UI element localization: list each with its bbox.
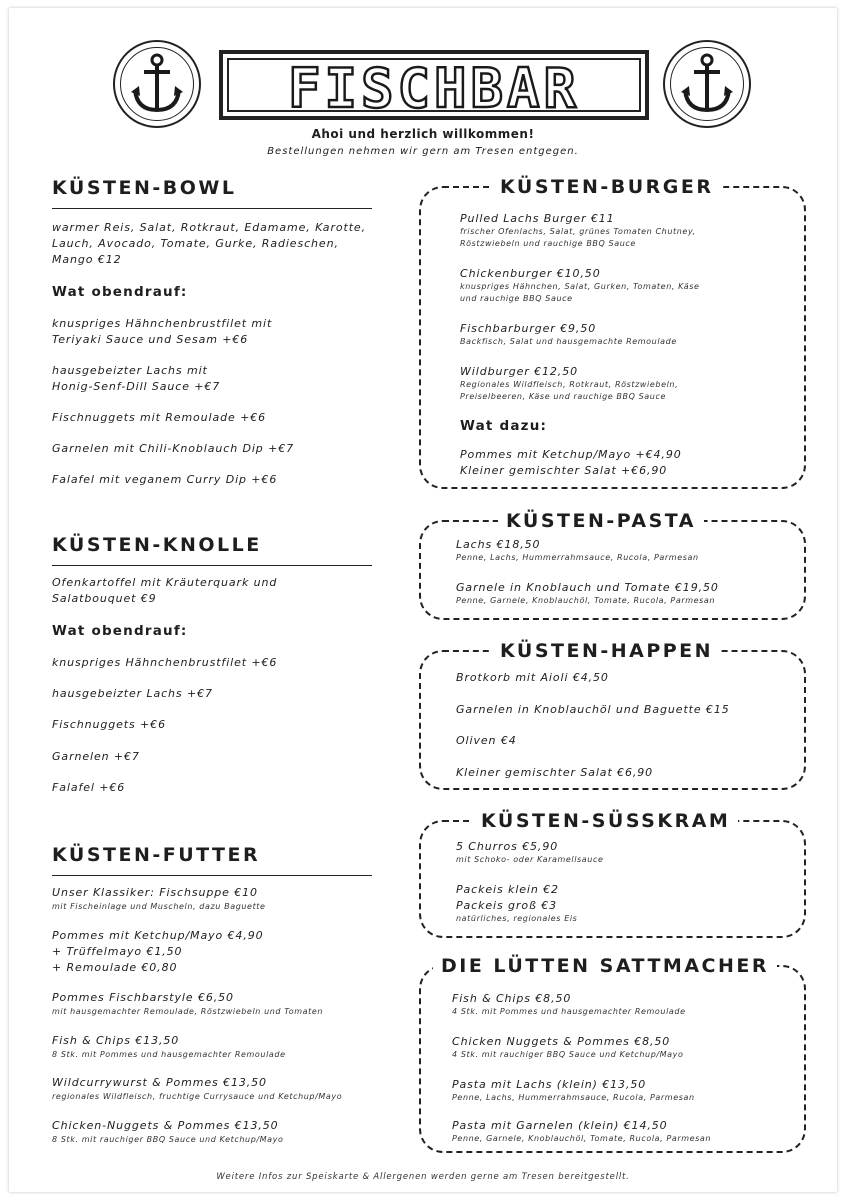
knolle-desc-line: Salatbouquet €9	[52, 592, 157, 605]
futter-item-name: Fish & Chips €13,50	[52, 1034, 180, 1047]
suess-item-desc: natürliches, regionales Eis	[456, 914, 578, 923]
burger-item-desc: frischer Ofenlachs, Salat, grünes Tomaten Chutney,	[460, 227, 696, 236]
divider	[52, 565, 372, 566]
burger-item-desc: und rauchige BBQ Sauce	[460, 294, 573, 303]
happen-item: Kleiner gemischter Salat €6,90	[456, 766, 654, 779]
burger-item-name: Chickenburger €10,50	[460, 267, 601, 280]
divider	[52, 875, 372, 876]
burger-item-desc: Preiselbeeren, Käse und rauchige BBQ Sauce	[460, 392, 667, 401]
futter-item-name: Chicken-Nuggets & Pommes €13,50	[52, 1119, 279, 1132]
kids-item-name: Fish & Chips €8,50	[452, 992, 572, 1005]
knolle-desc-line: Ofenkartoffel mit Kräuterquark und	[52, 576, 278, 589]
welcome-text: Ahoi und herzlich willkommen!	[311, 127, 535, 141]
knolle-extra: hausgebeizter Lachs +€7	[52, 687, 213, 700]
happen-item: Oliven €4	[456, 734, 517, 747]
suess-item-name: Packeis klein €2	[456, 883, 559, 896]
bowl-desc-line: Lauch, Avocado, Tomate, Gurke, Radieschen,	[52, 237, 339, 250]
burger-item-name: Fischbarburger €9,50	[460, 322, 597, 335]
bowl-extra: Falafel mit veganem Curry Dip +€6	[52, 473, 278, 486]
happen-item: Garnelen in Knoblauchöl und Baguette €15	[456, 703, 730, 716]
futter-item-name: Pommes mit Ketchup/Mayo €4,90	[52, 929, 264, 942]
footer-note: Weitere Infos zur Speiskarte & Allergenen werden gerne am Tresen bereitgestellt.	[216, 1172, 630, 1182]
kids-item-name: Pasta mit Garnelen (klein) €14,50	[452, 1119, 668, 1132]
burger-item-desc: Regionales Wildfleisch, Rotkraut, Röstzwiebeln,	[460, 380, 679, 389]
futter-item-desc: regionales Wildfleisch, fruchtige Currysauce und Ketchup/Mayo	[52, 1092, 343, 1101]
pasta-item-name: Garnele in Knoblauch und Tomate €19,50	[456, 581, 719, 594]
anchor-logo-left	[113, 40, 201, 128]
suess-item-desc: mit Schoko- oder Karamellsauce	[456, 855, 604, 864]
section-title-kids: DIE LÜTTEN SATTMACHER	[433, 955, 777, 977]
futter-item-name: Wildcurrywurst & Pommes €13,50	[52, 1076, 267, 1089]
bowl-extra: Fischnuggets mit Remoulade +€6	[52, 411, 267, 424]
knolle-extra: knuspriges Hähnchenbrustfilet +€6	[52, 656, 278, 669]
suess-item-name: Packeis groß €3	[456, 899, 558, 912]
kids-item-desc: Penne, Garnele, Knoblauchöl, Tomate, Rucola, Parmesan	[452, 1134, 712, 1143]
futter-item-desc: 8 Stk. mit rauchiger BBQ Sauce und Ketchup/Mayo	[52, 1135, 284, 1144]
pasta-item-name: Lachs €18,50	[456, 538, 541, 551]
suess-item-name: 5 Churros €5,90	[456, 840, 559, 853]
futter-item-name: Unser Klassiker: Fischsuppe €10	[52, 886, 258, 899]
section-title-futter: KÜSTEN-FUTTER	[52, 844, 261, 866]
burger-item-desc: Röstzwiebeln und rauchige BBQ Sauce	[460, 239, 636, 248]
kids-item-name: Chicken Nuggets & Pommes €8,50	[452, 1035, 671, 1048]
bowl-extra: Honig-Senf-Dill Sauce +€7	[52, 380, 221, 393]
kids-item-name: Pasta mit Lachs (klein) €13,50	[452, 1078, 647, 1091]
burger-extra: Pommes mit Ketchup/Mayo +€4,90	[460, 448, 682, 461]
bowl-extras-title: Wat obendrauf:	[52, 284, 188, 300]
futter-item-desc: mit Fischeinlage und Muscheln, dazu Baguette	[52, 902, 266, 911]
anchor-logo-right	[663, 40, 751, 128]
bowl-extra: Garnelen mit Chili-Knoblauch Dip +€7	[52, 442, 294, 455]
happen-item: Brotkorb mit Aioli €4,50	[456, 671, 609, 684]
futter-item-option: + Remoulade €0,80	[52, 961, 178, 974]
anchor-icon	[677, 52, 737, 116]
anchor-icon	[127, 52, 187, 116]
pasta-item-desc: Penne, Garnele, Knoblauchöl, Tomate, Rucola, Parmesan	[456, 596, 716, 605]
logo-wordmark	[219, 50, 649, 120]
burger-item-desc: Backfisch, Salat und hausgemachte Remoulade	[460, 337, 677, 346]
knolle-extra: Garnelen +€7	[52, 750, 140, 763]
kids-item-desc: 4 Stk. mit Pommes und hausgemachter Remoulade	[452, 1007, 686, 1016]
bowl-desc-line: warmer Reis, Salat, Rotkraut, Edamame, Karotte,	[52, 221, 366, 234]
burger-item-name: Wildburger €12,50	[460, 365, 579, 378]
section-title-happen: KÜSTEN-HAPPEN	[492, 640, 721, 662]
burger-extras-title: Wat dazu:	[460, 418, 548, 434]
bowl-desc-line: Mango €12	[52, 253, 122, 266]
futter-item-option: + Trüffelmayo €1,50	[52, 945, 183, 958]
section-title-pasta: KÜSTEN-PASTA	[498, 510, 704, 532]
bowl-extra: Teriyaki Sauce und Sesam +€6	[52, 333, 249, 346]
section-title-knolle: KÜSTEN-KNOLLE	[52, 534, 262, 556]
knolle-extra: Fischnuggets +€6	[52, 718, 166, 731]
logo-text: FISCHBAR	[287, 57, 581, 120]
futter-item-desc: mit hausgemachter Remoulade, Röstzwiebeln und Tomaten	[52, 1007, 324, 1016]
section-title-suesskram: KÜSTEN-SÜSSKRAM	[473, 810, 738, 832]
futter-item-desc: 8 Stk. mit Pommes und hausgemachter Remoulade	[52, 1050, 286, 1059]
futter-item-name: Pommes Fischbarstyle €6,50	[52, 991, 234, 1004]
section-title-bowl: KÜSTEN-BOWL	[52, 177, 237, 199]
order-info-text: Bestellungen nehmen wir gern am Tresen entgegen.	[267, 146, 579, 157]
burger-item-desc: knuspriges Hähnchen, Salat, Gurken, Tomaten, Käse	[460, 282, 700, 291]
knolle-extra: Falafel +€6	[52, 781, 126, 794]
section-title-burger: KÜSTEN-BURGER	[492, 176, 721, 198]
kids-item-desc: Penne, Lachs, Hummerrahmsauce, Rucola, Parmesan	[452, 1093, 695, 1102]
knolle-extras-title: Wat obendrauf:	[52, 623, 188, 639]
divider	[52, 208, 372, 209]
pasta-item-desc: Penne, Lachs, Hummerrahmsauce, Rucola, Parmesan	[456, 553, 699, 562]
bowl-extra: hausgebeizter Lachs mit	[52, 364, 208, 377]
bowl-extra: knuspriges Hähnchenbrustfilet mit	[52, 317, 273, 330]
kids-item-desc: 4 Stk. mit rauchiger BBQ Sauce und Ketchup/Mayo	[452, 1050, 684, 1059]
burger-item-name: Pulled Lachs Burger €11	[460, 212, 615, 225]
burger-extra: Kleiner gemischter Salat +€6,90	[460, 464, 668, 477]
